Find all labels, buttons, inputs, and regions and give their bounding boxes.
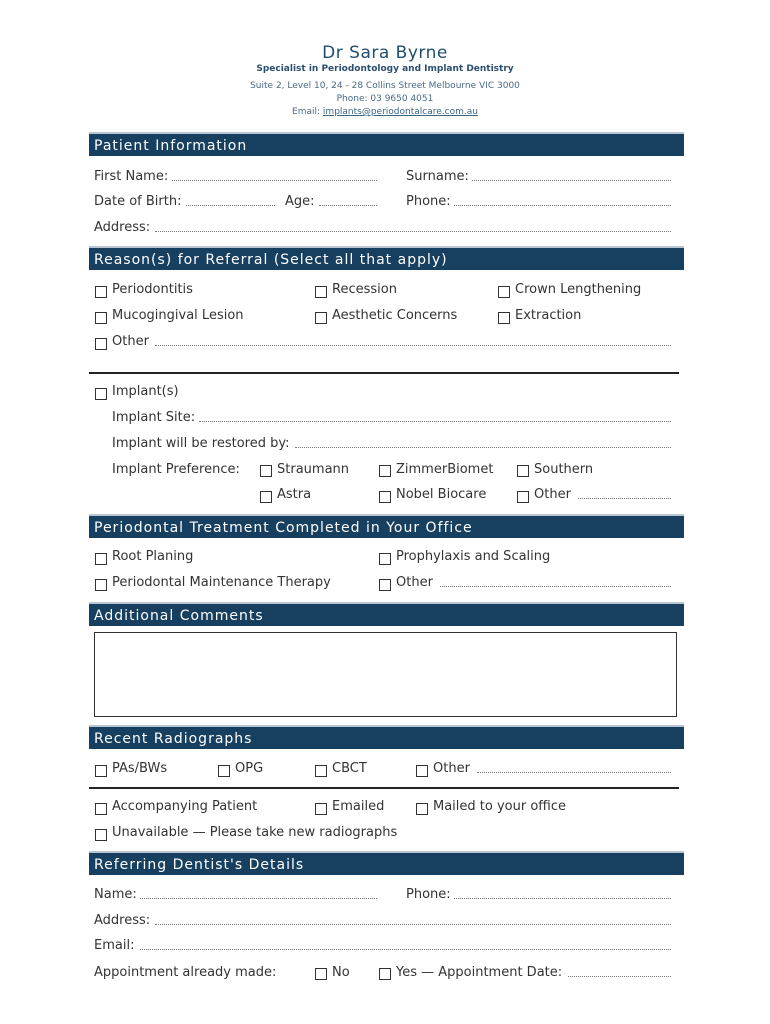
section-periodontal-treatment: Periodontal Treatment Completed in Your Office <box>89 514 684 538</box>
implants-label: Implant(s) <box>112 384 179 399</box>
cbct-label: CBCT <box>332 761 367 776</box>
implant-other-checkbox[interactable] <box>517 491 529 503</box>
implant-restored-label: Implant will be restored by: <box>112 436 290 451</box>
section-additional-comments: Additional Comments <box>89 602 684 626</box>
reason-other-label: Other <box>112 334 149 349</box>
zimmerbiomet-checkbox[interactable] <box>379 465 391 477</box>
unavailable-label: Unavailable — Please take new radiographs <box>112 825 398 840</box>
reason-other-checkbox[interactable] <box>95 338 107 350</box>
mucogingival-label: Mucogingival Lesion <box>112 308 244 323</box>
southern-label: Southern <box>534 462 594 477</box>
appointment-no-checkbox[interactable] <box>315 968 327 980</box>
dentist-name-field[interactable] <box>140 898 377 899</box>
patient-address-label: Address: <box>94 220 151 235</box>
dob-label: Date of Birth: <box>94 194 182 209</box>
aesthetic-checkbox[interactable] <box>315 312 327 324</box>
divider <box>89 372 679 374</box>
accompanying-patient-label: Accompanying Patient <box>112 799 258 814</box>
unavailable-checkbox[interactable] <box>95 829 107 841</box>
additional-comments-textarea[interactable] <box>94 632 677 717</box>
doctor-specialty: Specialist in Periodontology and Implant Dentistry <box>256 64 514 74</box>
prophylaxis-label: Prophylaxis and Scaling <box>396 549 551 564</box>
extraction-label: Extraction <box>515 308 582 323</box>
root-planing-checkbox[interactable] <box>95 553 107 565</box>
mailed-label: Mailed to your office <box>433 799 567 814</box>
dentist-name-label: Name: <box>94 887 137 902</box>
implant-other-field[interactable] <box>578 498 671 499</box>
emailed-label: Emailed <box>332 799 385 814</box>
dentist-email-field[interactable] <box>140 949 671 950</box>
aesthetic-label: Aesthetic Concerns <box>332 308 458 323</box>
appointment-made-label: Appointment already made: <box>94 965 277 980</box>
practice-phone: Phone: 03 9650 4051 <box>336 94 434 104</box>
crown-lengthening-checkbox[interactable] <box>498 286 510 298</box>
zimmerbiomet-label: ZimmerBiomet <box>396 462 494 477</box>
dentist-phone-label: Phone: <box>406 887 451 902</box>
section-recent-radiographs: Recent Radiographs <box>89 725 684 749</box>
email-label: Email: <box>292 107 323 117</box>
dentist-address-field[interactable] <box>155 924 671 925</box>
recession-label: Recession <box>332 282 397 297</box>
southern-checkbox[interactable] <box>517 465 529 477</box>
appointment-yes-checkbox[interactable] <box>379 968 391 980</box>
nobel-biocare-checkbox[interactable] <box>379 491 391 503</box>
age-label: Age: <box>285 194 315 209</box>
patient-phone-label: Phone: <box>406 194 451 209</box>
radiograph-other-checkbox[interactable] <box>416 765 428 777</box>
section-referring-dentist: Referring Dentist's Details <box>89 851 684 875</box>
dentist-email-label: Email: <box>94 938 135 953</box>
pas-bws-label: PAs/BWs <box>112 761 168 776</box>
first-name-field[interactable] <box>172 180 377 181</box>
radiograph-other-field[interactable] <box>477 772 671 773</box>
appointment-no-label: No <box>332 965 350 980</box>
maintenance-label: Periodontal Maintenance Therapy <box>112 575 331 590</box>
age-field[interactable] <box>319 205 377 206</box>
patient-phone-field[interactable] <box>454 205 671 206</box>
crown-lengthening-label: Crown Lengthening <box>515 282 642 297</box>
appointment-yes-label: Yes — Appointment Date: <box>396 965 563 980</box>
dentist-address-label: Address: <box>94 913 151 928</box>
periodontal-other-checkbox[interactable] <box>379 579 391 591</box>
mucogingival-checkbox[interactable] <box>95 312 107 324</box>
radiograph-other-label: Other <box>433 761 470 776</box>
straumann-checkbox[interactable] <box>260 465 272 477</box>
periodontal-other-field[interactable] <box>440 586 671 587</box>
section-patient-information: Patient Information <box>89 132 684 156</box>
accompanying-patient-checkbox[interactable] <box>95 803 107 815</box>
periodontitis-label: Periodontitis <box>112 282 193 297</box>
surname-field[interactable] <box>472 180 671 181</box>
reason-other-field[interactable] <box>155 345 671 346</box>
astra-checkbox[interactable] <box>260 491 272 503</box>
pas-bws-checkbox[interactable] <box>95 765 107 777</box>
astra-label: Astra <box>277 487 312 502</box>
appointment-date-field[interactable] <box>568 976 671 977</box>
section-reasons-for-referral: Reason(s) for Referral (Select all that apply) <box>89 246 684 270</box>
extraction-checkbox[interactable] <box>498 312 510 324</box>
first-name-label: First Name: <box>94 169 169 184</box>
recession-checkbox[interactable] <box>315 286 327 298</box>
cbct-checkbox[interactable] <box>315 765 327 777</box>
implants-checkbox[interactable] <box>95 388 107 400</box>
patient-address-field[interactable] <box>155 231 671 232</box>
prophylaxis-checkbox[interactable] <box>379 553 391 565</box>
straumann-label: Straumann <box>277 462 350 477</box>
implant-site-field[interactable] <box>199 421 671 422</box>
implant-restored-field[interactable] <box>295 447 671 448</box>
maintenance-checkbox[interactable] <box>95 579 107 591</box>
practice-email-link[interactable]: implants@periodontalcare.com.au <box>322 107 478 117</box>
doctor-name: Dr Sara Byrne <box>322 43 448 63</box>
root-planing-label: Root Planing <box>112 549 194 564</box>
opg-label: OPG <box>235 761 264 776</box>
implant-preference-label: Implant Preference: <box>112 462 240 477</box>
dob-field[interactable] <box>186 205 275 206</box>
surname-label: Surname: <box>406 169 469 184</box>
opg-checkbox[interactable] <box>218 765 230 777</box>
emailed-checkbox[interactable] <box>315 803 327 815</box>
practice-email-line <box>0 107 770 117</box>
periodontal-other-label: Other <box>396 575 433 590</box>
mailed-checkbox[interactable] <box>416 803 428 815</box>
periodontitis-checkbox[interactable] <box>95 286 107 298</box>
nobel-biocare-label: Nobel Biocare <box>396 487 487 502</box>
dentist-phone-field[interactable] <box>454 898 671 899</box>
implant-other-label: Other <box>534 487 571 502</box>
divider <box>89 787 679 789</box>
practice-address: Suite 2, Level 10, 24 - 28 Collins Street Melbourne VIC 3000 <box>250 81 520 91</box>
implant-site-label: Implant Site: <box>112 410 196 425</box>
